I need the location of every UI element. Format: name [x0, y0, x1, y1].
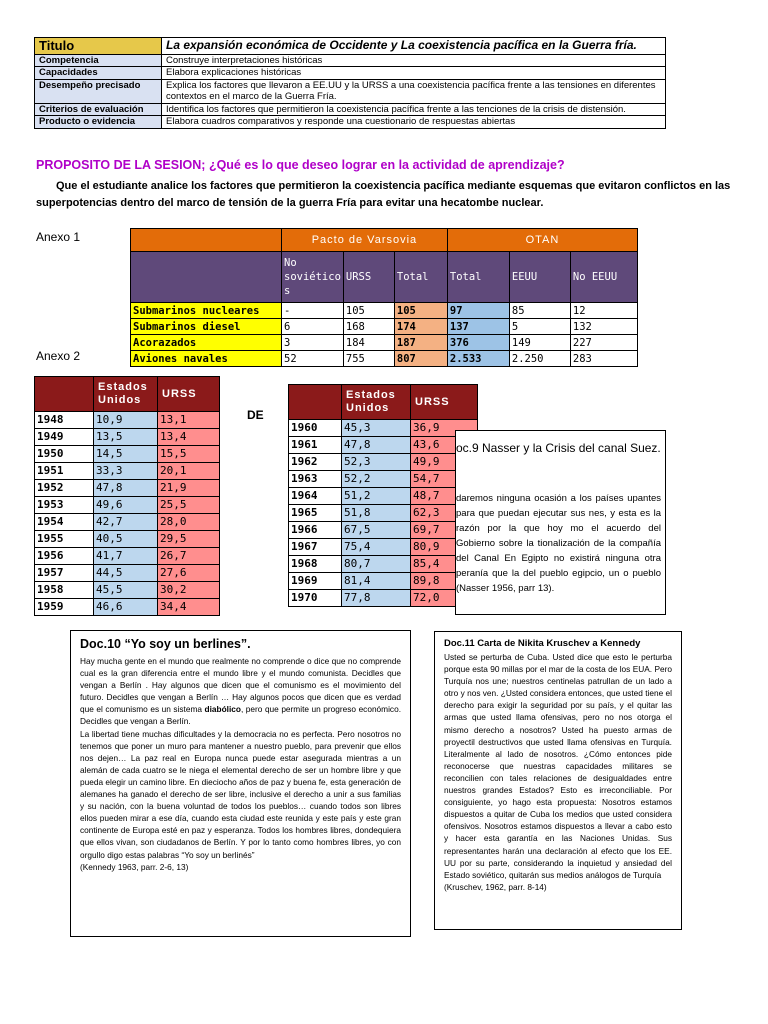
year-row	[289, 454, 478, 471]
us-value-cell: 51,2	[342, 488, 411, 505]
us-value-cell: 33,3	[94, 463, 158, 480]
year-row	[289, 590, 478, 607]
table-cell: 149	[509, 335, 570, 351]
year-cell: 1961	[289, 437, 342, 454]
year-row	[35, 582, 220, 599]
year-cell: 1963	[289, 471, 342, 488]
doc10-paragraph-2: La libertad tiene muchas dificultades y la democracia no es perfecta. Pero nosotros no tenemos que poner un muro para mantener a nuestro pueblo, para prevenir que ellos nos dejen… La paz real en Europa nunca puede estar asegurada mientras a un alemán de cada cuatro se le niega el elemental derecho de ser un hombre libre y que pueda elegir un camino libre. En dieciocho años de paz y buena fe, esta generación de alemanes ha ganado el derecho de ser libre, inclusive el derecho a unir a sus familias y su nación, con la buena voluntad de todos los pueblos… cuando todos son libres ellos pueden mirar a ese día, cuando esta ciudad este reunida y este país y este gran continente de Europa esté en paz y esperanza. Todos los hombres libres, dondequiera que ellos vivan, son ciudadanos de Berlín. Y por lo tanto como hombres libres, yo con orgullo digo estas palabras “Yo soy un berlinés”	[80, 728, 401, 860]
table-cell: 6	[282, 319, 344, 335]
year-row	[35, 480, 220, 497]
doc10-bold-word: diabólico	[204, 704, 241, 715]
year-cell: 1954	[35, 514, 94, 531]
capacidades-label: Capacidades	[35, 67, 162, 80]
urss-value-cell: 36,9	[411, 420, 478, 437]
year-cell: 1967	[289, 539, 342, 556]
group-header-pacto: Pacto de Varsovia	[282, 229, 448, 252]
us-value-cell: 75,4	[342, 539, 411, 556]
urss-value-cell: 27,6	[158, 565, 220, 582]
anexo-2-label: Anexo 2	[36, 349, 81, 363]
us-value-cell: 81,4	[342, 573, 411, 590]
doc9-body: daremos ninguna ocasión a los países upantes para que puedan ejecutar sus nes, y esta es la razón por la que hoy mo el acuerdo del Gobierno sobre la tionalización de la compañía del Canal En Egipto no existirá ninguna otra peranía que la del pueblo egipcio, un o pueblo (Nasser 1956, parr 13).	[456, 493, 661, 594]
year-cell: 1958	[35, 582, 94, 599]
table-cell: 52	[282, 351, 344, 367]
table-cell: 105	[394, 303, 447, 319]
year-row	[35, 497, 220, 514]
table-row	[131, 319, 638, 335]
capacidades-value: Elabora explicaciones históricas	[162, 67, 666, 80]
column-header: URSS	[343, 252, 394, 303]
table-cell: 85	[509, 303, 570, 319]
doc10-paragraph-1	[80, 655, 401, 728]
urss-value-cell: 29,5	[158, 531, 220, 548]
column-header: Total	[394, 252, 447, 303]
urss-value-cell: 13,1	[158, 412, 220, 429]
urss-value-cell: 28,0	[158, 514, 220, 531]
doc11-box	[434, 631, 682, 930]
table-cell: 2.250	[509, 351, 570, 367]
row-label: Submarinos nucleares	[131, 303, 282, 319]
table-cell: 2.533	[447, 351, 509, 367]
table-cell: 97	[447, 303, 509, 319]
table-cell: 12	[570, 303, 637, 319]
years-table-1948-1959	[34, 376, 220, 616]
criterios-label: Criterios de evaluación	[35, 103, 162, 116]
year-row	[35, 429, 220, 446]
row-label: Aviones navales	[131, 351, 282, 367]
table-cell: 187	[394, 335, 447, 351]
anexo-1-label: Anexo 1	[36, 230, 81, 244]
de-label: DE	[247, 408, 264, 422]
us-value-cell: 44,5	[94, 565, 158, 582]
table-cell: 184	[343, 335, 394, 351]
urss-value-cell: 26,7	[158, 548, 220, 565]
urss-value-cell: 48,7	[411, 488, 478, 505]
table-cell: 227	[570, 335, 637, 351]
table-cell: 5	[509, 319, 570, 335]
row-label: Submarinos diesel	[131, 319, 282, 335]
column-header: No EEUU	[570, 252, 637, 303]
us-value-cell: 41,7	[94, 548, 158, 565]
group-header-blank	[131, 229, 282, 252]
year-cell: 1949	[35, 429, 94, 446]
doc10-box	[70, 630, 411, 937]
table-cell: 283	[570, 351, 637, 367]
us-value-cell: 47,8	[94, 480, 158, 497]
year-cell: 1960	[289, 420, 342, 437]
header-estados-unidos: Estados Unidos	[342, 385, 411, 420]
urss-value-cell: 20,1	[158, 463, 220, 480]
us-value-cell: 77,8	[342, 590, 411, 607]
us-value-cell: 51,8	[342, 505, 411, 522]
us-value-cell: 49,6	[94, 497, 158, 514]
doc10-text: Hay mucha gente en el mundo que realmente no comprende o dice que no comprende cual es la gran diferencia entre el mundo libre y el mundo comunista. Decidles que vengan a Berlín . Hay algunos que dicen que el comunismo es el movimiento del futuro. Decidles que vengan a Berlín … Hay algunos pocos que dicen que es verdad que el comunismo es un sistema	[80, 656, 401, 715]
group-header-otan: OTAN	[447, 229, 637, 252]
session-info-table	[34, 37, 666, 129]
urss-value-cell: 21,9	[158, 480, 220, 497]
desempeno-value: Explica los factores que llevaron a EE.UU y la URSS a una coexistencia pacífica frente a las tensiones en diferentes contextos en el marco de la Guerra Fría.	[162, 79, 666, 103]
year-row	[35, 412, 220, 429]
doc10-text: , pero que permite un progreso económico. Decidles que vengan a Berlín.	[80, 704, 401, 727]
us-value-cell: 67,5	[342, 522, 411, 539]
urss-value-cell: 30,2	[158, 582, 220, 599]
producto-label: Producto o evidencia	[35, 116, 162, 129]
table-cell: 105	[343, 303, 394, 319]
table-cell: 132	[570, 319, 637, 335]
doc11-citation: (Kruschev, 1962, parr. 8-14)	[444, 881, 547, 892]
urss-value-cell: 54,7	[411, 471, 478, 488]
us-value-cell: 47,8	[342, 437, 411, 454]
doc9-nasser-box	[455, 430, 666, 615]
purpose-text: Que el estudiante analice los factores que permitieron la coexistencia pacífica mediante esquemas que evitaron conflictos en las superpotencias dentro del marco de tensión de la guerra Fría para evitar una hecatombe nuclear.	[36, 180, 731, 209]
table-cell: 376	[447, 335, 509, 351]
year-cell: 1965	[289, 505, 342, 522]
header-estados-unidos: Estados Unidos	[94, 377, 158, 412]
table-row	[131, 303, 638, 319]
row-label: Acorazados	[131, 335, 282, 351]
desempeno-label: Desempeño precisado	[35, 79, 162, 103]
year-cell: 1953	[35, 497, 94, 514]
table-cell: 168	[343, 319, 394, 335]
doc10-title: Doc.10 “Yo soy un berlines”.	[80, 637, 251, 651]
urss-value-cell: 43,6	[411, 437, 478, 454]
urss-value-cell: 25,5	[158, 497, 220, 514]
title-label: Titulo	[35, 38, 162, 55]
us-value-cell: 52,3	[342, 454, 411, 471]
year-row	[289, 437, 478, 454]
year-cell: 1950	[35, 446, 94, 463]
year-row	[289, 573, 478, 590]
urss-value-cell: 69,7	[411, 522, 478, 539]
us-value-cell: 13,5	[94, 429, 158, 446]
year-row	[35, 446, 220, 463]
table-row	[131, 335, 638, 351]
us-value-cell: 52,2	[342, 471, 411, 488]
doc11-body: Usted se perturba de Cuba. Usted dice que esto le perturba porque esta 90 millas por el mar de la costa de los EUA. Pero Turquía nos une; nuestros centinelas patrullan de un lado a otro y nos ven. ¿Usted considera entonces, que usted tiene el derecho para exigir la seguridad por su país, y el quitar las armas que usted llama ofensivas, pero no nos otorga el mismo derecho a nosotros? Usted ha puesto armas de proyectil destructivos que usted llama ofensivas en Turquía. Literalmente al lado de nosotros. ¿Cómo entonces pide reconocerse que nuestras capacidades militares se reconcilien con tales relaciones de desigualdades entre nuestros grandes Estados? Esto es irreconciliable. Por consiguiente, yo hago esta propuesta: Nosotros estamos dispuestos a quitar de Cuba los medios que usted considera ofensivos. Nosotros estamos dispuestos a llevar a cabo esto y hacer esta garantía en las Naciones Unidas. Sus representantes harán una declaración al efecto que los EE. UU por su parte, considerando la inquietud y ansiedad del Estado soviético, quitarán sus medios análogos de Turquía	[444, 652, 672, 880]
year-row	[289, 471, 478, 488]
year-row	[35, 514, 220, 531]
competencia-value: Construye interpretaciones históricas	[162, 54, 666, 67]
naval-forces-table	[130, 228, 638, 367]
year-cell: 1959	[35, 599, 94, 616]
table-cell: 755	[343, 351, 394, 367]
urss-value-cell: 80,9	[411, 539, 478, 556]
urss-value-cell: 89,8	[411, 573, 478, 590]
year-cell: 1970	[289, 590, 342, 607]
year-row	[35, 548, 220, 565]
year-cell: 1966	[289, 522, 342, 539]
competencia-label: Competencia	[35, 54, 162, 67]
urss-value-cell: 72,0	[411, 590, 478, 607]
urss-value-cell: 15,5	[158, 446, 220, 463]
header-urss: URSS	[158, 377, 220, 412]
purpose-heading: PROPOSITO DE LA SESION; ¿Qué es lo que deseo lograr en la actividad de aprendizaje?	[36, 158, 565, 172]
column-header: No soviético s	[282, 252, 344, 303]
year-cell: 1957	[35, 565, 94, 582]
year-cell: 1956	[35, 548, 94, 565]
year-cell: 1968	[289, 556, 342, 573]
us-value-cell: 45,3	[342, 420, 411, 437]
urss-value-cell: 13,4	[158, 429, 220, 446]
table-cell: -	[282, 303, 344, 319]
year-row	[289, 488, 478, 505]
urss-value-cell: 34,4	[158, 599, 220, 616]
producto-value: Elabora cuadros comparativos y responde una cuestionario de respuestas abiertas	[162, 116, 666, 129]
doc11-title: Doc.11 Carta de Nikita Kruschev a Kennedy	[444, 638, 641, 649]
table-cell: 137	[447, 319, 509, 335]
year-row	[35, 599, 220, 616]
urss-value-cell: 62,3	[411, 505, 478, 522]
us-value-cell: 46,6	[94, 599, 158, 616]
year-cell: 1952	[35, 480, 94, 497]
urss-value-cell: 85,4	[411, 556, 478, 573]
column-header: Total	[447, 252, 509, 303]
us-value-cell: 40,5	[94, 531, 158, 548]
table-row	[131, 351, 638, 367]
table-cell: 807	[394, 351, 447, 367]
year-row	[289, 539, 478, 556]
criterios-value: Identifica los factores que permitieron la coexistencia pacífica frente a las tenciones de la crisis de distensión.	[162, 103, 666, 116]
year-row	[35, 463, 220, 480]
year-cell: 1969	[289, 573, 342, 590]
years-header-blank	[289, 385, 342, 420]
doc10-citation: (Kennedy 1963, parr. 2-6, 13)	[80, 861, 189, 872]
column-header: EEUU	[509, 252, 570, 303]
header-urss: URSS	[411, 385, 478, 420]
table-cell: 174	[394, 319, 447, 335]
year-cell: 1948	[35, 412, 94, 429]
year-row	[289, 420, 478, 437]
doc9-title: oc.9 Nasser y la Crisis del canal Suez.	[456, 441, 661, 455]
year-cell: 1964	[289, 488, 342, 505]
year-row	[35, 565, 220, 582]
year-row	[289, 522, 478, 539]
year-row	[35, 531, 220, 548]
us-value-cell: 80,7	[342, 556, 411, 573]
urss-value-cell: 49,9	[411, 454, 478, 471]
year-cell: 1955	[35, 531, 94, 548]
us-value-cell: 14,5	[94, 446, 158, 463]
title-value: La expansión económica de Occidente y La coexistencia pacífica en la Guerra fría.	[162, 38, 666, 55]
year-cell: 1951	[35, 463, 94, 480]
year-row	[289, 505, 478, 522]
column-header-blank	[131, 252, 282, 303]
years-header-blank	[35, 377, 94, 412]
us-value-cell: 42,7	[94, 514, 158, 531]
year-row	[289, 556, 478, 573]
us-value-cell: 45,5	[94, 582, 158, 599]
us-value-cell: 10,9	[94, 412, 158, 429]
table-cell: 3	[282, 335, 344, 351]
years-table-1960-1970	[288, 384, 478, 607]
year-cell: 1962	[289, 454, 342, 471]
